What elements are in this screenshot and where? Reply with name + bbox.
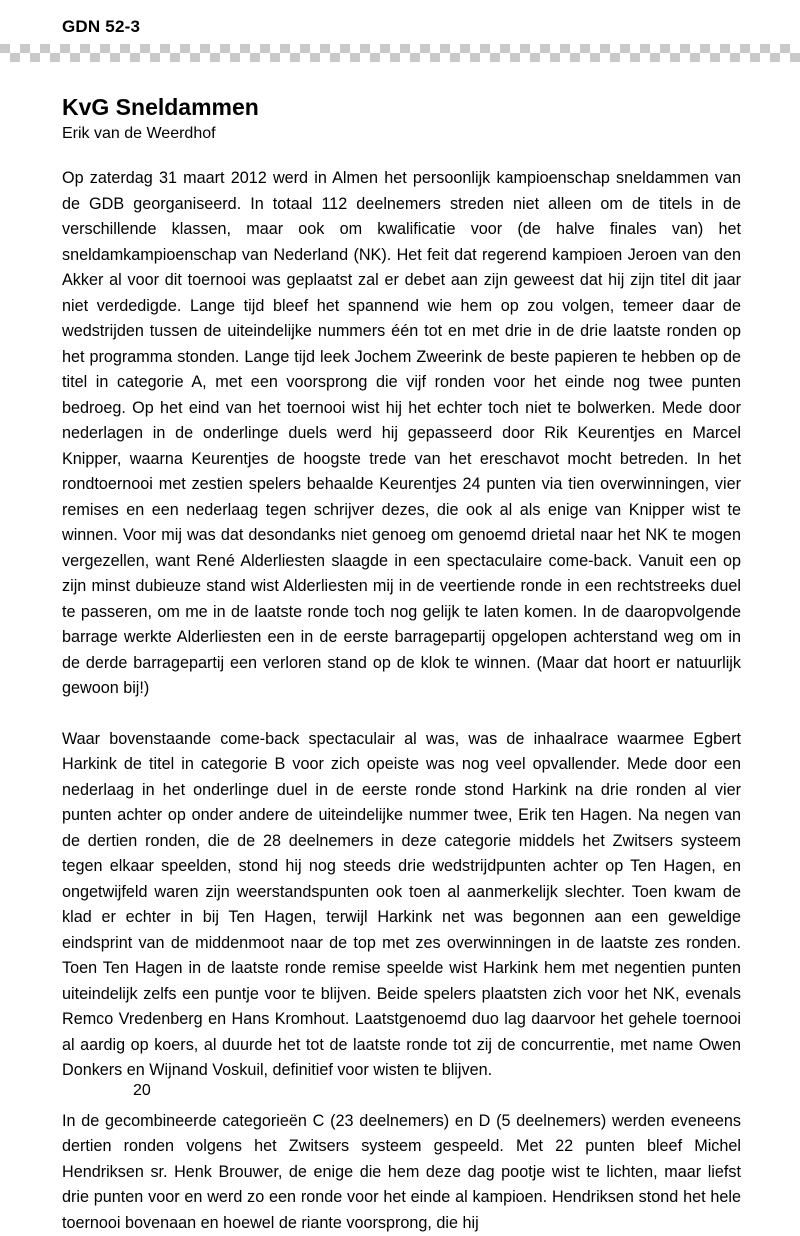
- body-paragraph: Waar bovenstaande come-back spectaculair al was, was de inhaalrace waarmee Egbert Harkink de titel in categorie B voor zich opeiste was nog veel opvallender. Mede door een nederlaag in het onderlinge duel in de eerste ronde stond Harkink na drie ronden al vier punten achter op onder andere de uiteindelijke nummer twee, Erik ten Hagen. Na negen van de dertien ronden, die de 28 deelnemers in deze categorie middels het Zwitsers systeem tegen elkaar speelden, stond hij nog steeds drie wedstrijdpunten achter op Ten Hagen, en ongetwijfeld waren zijn weerstandspunten ook toen al aanmerkelijk slechter. Toen kwam de klad er echter in bij Ten Hagen, terwijl Harkink net was begonnen aan een geweldige eindsprint van de middenmoot naar de top met zes overwinningen in de laatste zes ronden. Toen Ten Hagen in de laatste ronde remise speelde wist Harkink hem met negentien punten uiteindelijk zelfs een puntje voor te blijven. Beide spelers plaatsten zich voor het NK, evenals Remco Vredenberg en Hans Kromhout. Laatstgenoemd duo lag daarvoor het gehele toernooi al aardig op koers, al duurde het tot de laatste ronde tot zij de concurrentie, met name Owen Donkers en Wijnand Voskuil, definitief voor wisten te blijven.: [62, 727, 741, 1084]
- article-heading-block: [62, 94, 742, 144]
- article-author: Erik van de Weerdhof: [62, 123, 742, 144]
- running-header: GDN 52-3: [62, 17, 140, 37]
- checker-row-top: [0, 44, 800, 53]
- page-number: 20: [133, 1081, 151, 1101]
- article-body: [62, 166, 741, 1236]
- body-paragraph: Op zaterdag 31 maart 2012 werd in Almen het persoonlijk kampioenschap sneldammen van de GDB georganiseerd. In totaal 112 deelnemers streden niet alleen om de titels in de verschillende klassen, maar ook om kwalificatie voor (de halve finales van) het sneldamkampioenschap van Nederland (NK). Het feit dat regerend kampioen Jeroen van den Akker al voor dit toernooi was geplaatst zal er debet aan zijn geweest dat hij zijn titel dit jaar niet verdedigde. Lange tijd bleef het spannend wie hem op zou volgen, temeer daar de wedstrijden tussen de uiteindelijke nummers één tot en met drie in de drie laatste ronden op het programma stonden. Lange tijd leek Jochem Zweerink de beste papieren te hebben op de titel in categorie A, met een voorsprong die vijf ronden voor het einde nog twee punten bedroeg. Op het eind van het toernooi wist hij het echter toch niet te bolwerken. Mede door nederlagen in de onderlinge duels werd hij gepasseerd door Rik Keurentjes en Marcel Knipper, waarna Keurentjes de hoogste trede van het ereschavot mocht betreden. In het rondtoernooi met zestien spelers behaalde Keurentjes 24 punten via tien overwinningen, vier remises en een nederlaag tegen schrijver dezes, die ook al als enige van Knipper wist te winnen. Voor mij was dat desondanks niet genoeg om genoemd drietal naar het NK te mogen vergezellen, want René Alderliesten slaagde in een spectaculaire come-back. Vanuit een op zijn minst dubieuze stand wist Alderliesten mij in de veertiende ronde in een rechtstreeks duel te passeren, om me in de laatste ronde toch nog gelijk te laten komen. In de daaropvolgende barrage werkte Alderliesten een in de eerste barragepartij opgelopen achterstand weg om in de derde barragepartij een verloren stand op de klok te winnen. (Maar dat hoort er natuurlijk gewoon bij!): [62, 166, 741, 702]
- checker-row-bottom: [0, 53, 800, 62]
- body-paragraph: In de gecombineerde categorieën C (23 deelnemers) en D (5 deelnemers) werden eveneens dertien ronden volgens het Zwitsers systeem gespeeld. Met 22 punten bleef Michel Hendriksen sr. Henk Brouwer, de enige die hem deze dag pootje wist te lichten, maar liefst drie punten voor en werd zo een ronde voor het einde al kampioen. Hendriksen stond het hele toernooi bovenaan en hoewel de riante voorsprong, die hij: [62, 1109, 741, 1236]
- page-title: KvG Sneldammen: [62, 94, 742, 121]
- checkerboard-rule-icon: [0, 44, 800, 62]
